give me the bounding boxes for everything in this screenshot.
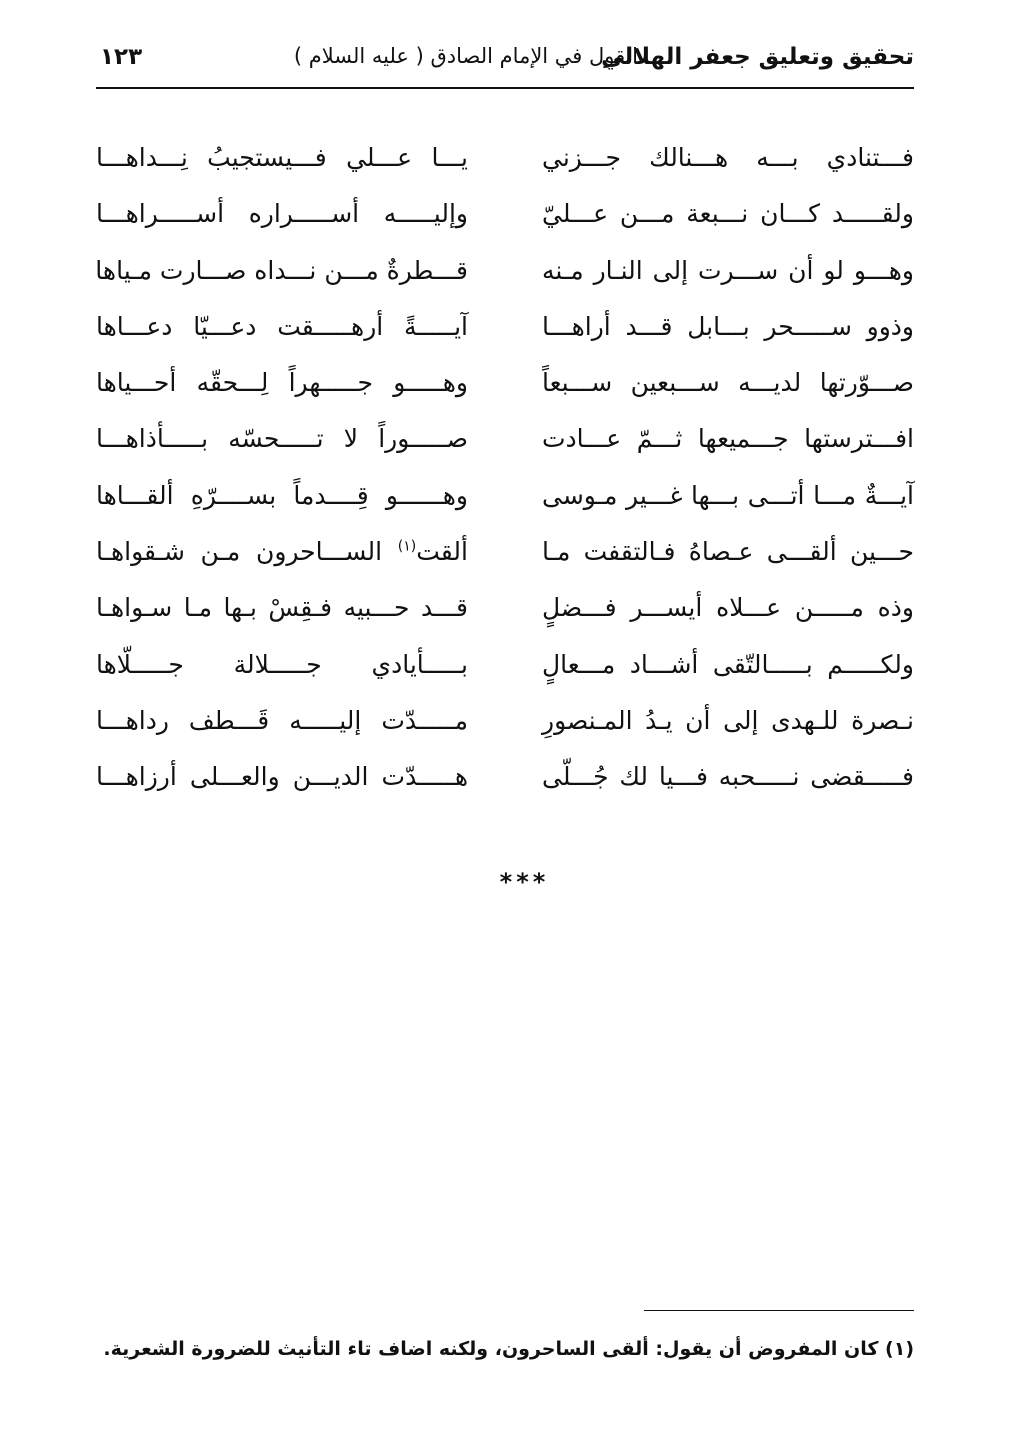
verse-text: ألقت bbox=[416, 537, 468, 567]
page-number: ١٢٣ bbox=[100, 44, 143, 70]
verse bbox=[96, 751, 914, 807]
verse-second-hemistich: صـــــوراً لا تـــــحسّه بـــــأذاهـــا bbox=[96, 424, 468, 454]
footnote: (١) كان المفروض أن يقول: ألقى الساحرون، ولكنه اضاف تاء التأنيث للضرورة الشعرية. bbox=[103, 1338, 914, 1360]
verse-first-hemistich: وذه مـــــن عـــلاه أيســـر فـــضلٍ bbox=[542, 593, 914, 623]
verse-first-hemistich: حـــين ألقـــى عـصاهُ فـالتقفت مـا bbox=[542, 537, 914, 567]
verse bbox=[96, 470, 914, 526]
verse bbox=[96, 695, 914, 751]
verse bbox=[96, 132, 914, 188]
verse-second-hemistich: آيـــــةً أرهـــــقت دعـــيّا دعـــاها bbox=[96, 311, 468, 341]
verse-first-hemistich: وهـــو لو أن ســـرت إلى النـار مـنه bbox=[542, 255, 914, 285]
verse-first-hemistich: ولكـــــم بـــــالتّقى أشـــاد مـــعالٍ bbox=[542, 649, 914, 679]
verse bbox=[96, 582, 914, 638]
verse bbox=[96, 639, 914, 695]
verse-first-hemistich: وذوو ســـــحر بـــابل قـــد أراهـــا bbox=[542, 311, 914, 341]
footnote-rule bbox=[644, 1310, 914, 1311]
footnote-marker[interactable]: (١) bbox=[397, 538, 417, 555]
verse bbox=[96, 301, 914, 357]
verse bbox=[96, 357, 914, 413]
verse bbox=[96, 245, 914, 301]
poem bbox=[96, 132, 914, 808]
verse-first-hemistich: ولقـــــد كـــان نـــبعة مـــن عـــليّ bbox=[542, 199, 914, 229]
verse-second-hemistich: قـــطرةٌ مـــن نـــداه صـــارت مـياها bbox=[95, 255, 468, 285]
verse-first-hemistich: صـــوّرتها لديـــه ســـبعين ســـبعاً bbox=[542, 368, 914, 398]
section-title: القول في الإمام الصادق ( عليه السلام ) bbox=[293, 44, 638, 68]
verse bbox=[96, 188, 914, 244]
verse-second-hemistich: يـــا عـــلي فـــيستجيبُ نِـــداهـــا bbox=[96, 143, 468, 172]
verse-second-hemistich: وإليـــــه أســـــراره أســـــراهـــا bbox=[96, 199, 468, 229]
verse-second-hemistich: قـــد حـــبيه فـقِسْ بـها مـا سـواهـا bbox=[96, 593, 468, 623]
section-separator: *** bbox=[499, 868, 550, 896]
verse-second-hemistich bbox=[96, 526, 468, 578]
verse-second-hemistich: وهـــــو جـــــهراً لِـــحقّه أحـــياها bbox=[96, 368, 468, 398]
page-header bbox=[96, 40, 914, 88]
verse-text: الســـاحرون مـن شـقواهـا bbox=[96, 537, 398, 567]
header-rule bbox=[96, 87, 914, 89]
verse-first-hemistich: نـصرة للـهدى إلى أن يـدُ المـنصورِ bbox=[542, 705, 914, 735]
verse-first-hemistich: فـــتنادي بـــه هـــنالك جـــزني bbox=[542, 143, 914, 172]
verse-second-hemistich: وهــــــو قِــــدماً بســــرّهِ ألقـــاها bbox=[96, 480, 468, 510]
verse-first-hemistich: افـــترستها جـــميعها ثـــمّ عـــادت bbox=[542, 424, 914, 454]
verse-second-hemistich: بـــــأيادي جـــــلالة جـــــلّاها bbox=[96, 649, 468, 679]
verse bbox=[96, 413, 914, 469]
verse-second-hemistich: هـــــدّت الديـــن والعـــلى أرزاهـــا bbox=[96, 762, 468, 792]
book-title: تحقيق وتعليق جعفر الهلالي bbox=[601, 44, 914, 70]
verse bbox=[96, 526, 914, 582]
verse-first-hemistich: آيـــةٌ مـــا أتـــى بـــها غـــير مـوسى bbox=[542, 480, 914, 510]
verse-first-hemistich: فـــــقضى نـــــحبه فـــيا لك جُـــلّى bbox=[542, 762, 914, 792]
verse-second-hemistich: مـــــدّت إليـــــه قَـــطف رداهـــا bbox=[96, 705, 468, 735]
